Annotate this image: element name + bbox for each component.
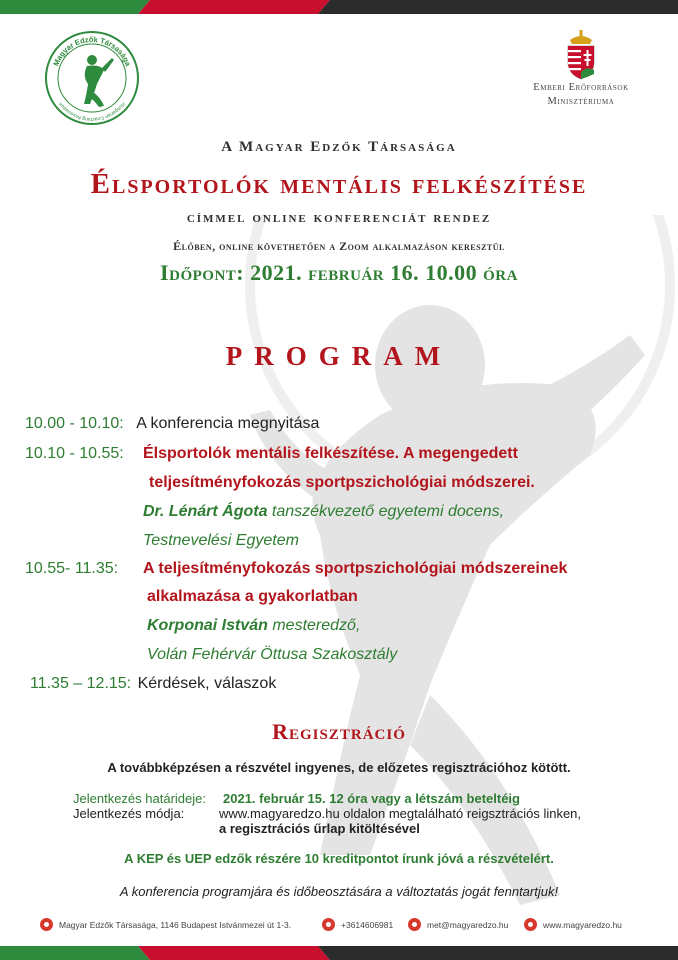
speaker-role: mesteredző, (267, 617, 361, 634)
credits-note: A KEP és UEP edzők részére 10 kreditpontot írunk jóvá a részvételért. (124, 851, 554, 866)
discus-thrower-icon (42, 28, 142, 128)
method-value-line2: a regisztrációs űrlap kitöltésével (219, 821, 420, 836)
speaker-affiliation: Testnevelési Egyetem (143, 532, 299, 549)
email-icon (408, 918, 421, 931)
ministry-logo (506, 30, 656, 120)
live-note: Élőben, online követhetően a Zoom alkalmazáson keresztül (173, 239, 505, 253)
program-title-line1: A teljesítményfokozás sportpszichológiai módszereinek (143, 560, 568, 577)
program-item-4 (30, 674, 276, 694)
logo-text-top: Magyar Edzők Társasága (51, 34, 133, 68)
program-text: A konferencia megnyitása (136, 415, 320, 432)
registration-note: A továbbképzésen a részvétel ingyenes, de előzetes regisztrációhoz kötött. (107, 760, 571, 775)
deadline-label: Jelentkezés határideje: (73, 791, 206, 806)
footer-email[interactable] (408, 918, 508, 931)
program-title-line1: Élsportolók mentális felkészítése. A megengedett (143, 445, 518, 462)
program-time: 10.55- 11.35: (25, 560, 119, 577)
speaker-role: tanszékvezető egyetemi docens, (267, 503, 505, 520)
speaker-name: Dr. Lénárt Ágota (143, 503, 268, 520)
footer-address (40, 918, 291, 931)
conference-subtitle: címmel online konferenciát rendez (186, 209, 492, 226)
met-logo (42, 28, 142, 128)
logo-text-bottom: Hungarian Coaching Association (57, 100, 127, 123)
program-title-line2: alkalmazása a gyakorlatban (147, 588, 358, 605)
program-item-3 (25, 559, 118, 579)
speaker-line (143, 502, 504, 522)
program-title-line2: teljesítményfokozás sportpszichológiai módszerei. (149, 474, 535, 491)
event-date: Időpont: 2021. február 16. 10.00 óra (160, 260, 518, 285)
globe-icon (524, 918, 537, 931)
program-heading: PROGRAM (225, 341, 453, 371)
method-value-line1: www.magyaredzo.hu oldalon megtalálható reigsztrációs linken, (219, 806, 582, 821)
program-item-1 (25, 414, 319, 434)
deadline-value: 2021. február 15. 12 óra vagy a létszám beteltéig (223, 791, 520, 806)
organizer-line: A Magyar Edzők Társasága (221, 139, 457, 155)
method-label: Jelentkezés módja: (73, 806, 185, 821)
top-stripe-band (0, 0, 678, 14)
bottom-stripe-band (0, 946, 678, 960)
program-time: 10.10 - 10.55: (25, 445, 124, 462)
footer-web[interactable] (524, 918, 622, 931)
program-time: 11.35 – 12.15: (30, 675, 132, 692)
disclaimer: A konferencia programjára és időbeosztására a változtatás jogát fenntartjuk! (119, 884, 559, 899)
program-text: Kérdések, válaszok (137, 675, 277, 692)
ministry-name-line2: Minisztériuma (547, 96, 615, 107)
registration-heading: Regisztráció (272, 719, 406, 744)
hungarian-crest-icon (564, 30, 598, 80)
footer-phone[interactable] (322, 918, 393, 931)
phone-text: +3614606981 (341, 919, 394, 930)
web-text: www.magyaredzo.hu (543, 919, 622, 930)
speaker-name: Korponai István (147, 617, 268, 634)
conference-title: Élsportolók mentális felkészítése (90, 168, 588, 200)
speaker-line (147, 616, 360, 636)
location-icon (40, 918, 53, 931)
email-text: met@magyaredzo.hu (427, 919, 509, 930)
footer-contacts (0, 918, 678, 938)
address-text: Magyar Edzők Társasága, 1146 Budapest Istvánmezei út 1-3. (59, 919, 292, 930)
ministry-name-line1: Emberi Erőforrások (533, 82, 629, 93)
program-time: 10.00 - 10.10: (25, 415, 124, 432)
phone-icon (322, 918, 335, 931)
program-item-2 (25, 444, 124, 464)
speaker-affiliation: Volán Fehérvár Öttusa Szakosztály (147, 646, 398, 663)
